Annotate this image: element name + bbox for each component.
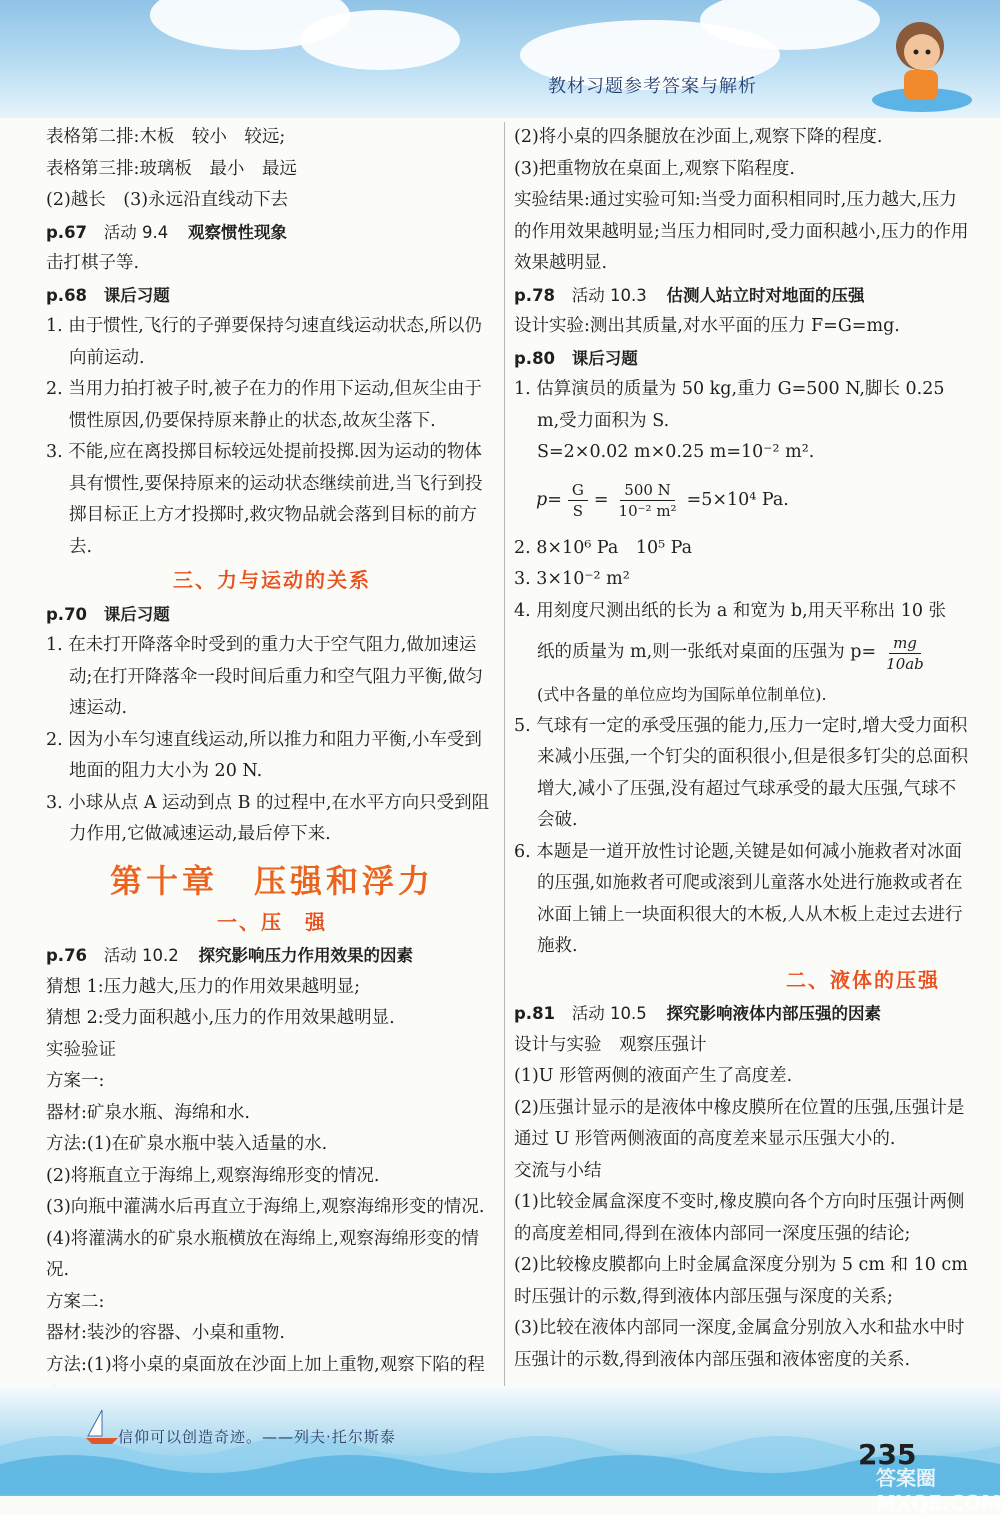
text-line: (2)将小桌的四条腿放在沙面上,观察下降的程度. — [514, 127, 883, 147]
page-ref: p.81 — [514, 1004, 556, 1023]
text-line: (3)比较在液体内部同一深度,金属盒分别放入水和盐水中时压强计的示数,得到液体内部压强和液体密度的关系. — [514, 1318, 965, 1370]
right-column — [514, 122, 970, 1376]
fraction-mg-over-10ab — [882, 633, 928, 674]
answer-item: 3. 不能,应在离投掷目标较远处提前投掷.因为运动的物体具有惯性,要保持原来的运动状态继续前进,当飞行到投掷目标正上方才投掷时,救灾物品就会落到目标的前方去. — [46, 442, 483, 557]
answer-item: 4. 用刻度尺测出纸的长为 a 和宽为 b,用天平称出 10 张 — [514, 600, 947, 621]
text-line: 猜想 1:压力越大,压力的作用效果越明显; — [46, 976, 361, 997]
section-title: 一、压 强 — [217, 909, 327, 934]
answer-text: 纸的质量为 m,则一张纸对桌面的压强为 p= — [537, 642, 877, 663]
answer-item: 1. 估算演员的质量为 50 kg,重力 G=500 N,脚长 0.25 m,受力面积为 S. — [514, 379, 945, 431]
pressure-formula — [514, 469, 970, 533]
text-line: 方案一: — [46, 1071, 105, 1091]
exercise-heading-p70 — [46, 599, 498, 631]
formula-line: S=2×0.02 m×0.25 m=10⁻² m². — [537, 442, 815, 462]
exercise-title: 课后习题 — [571, 348, 638, 368]
section-title: 二、液体的压强 — [786, 967, 940, 992]
fraction-g-over-s — [568, 480, 588, 521]
activity-heading-p81 — [514, 998, 970, 1030]
text-line: 器材:装沙的容器、小桌和重物. — [46, 1323, 285, 1343]
answer-item: 5. 气球有一定的承受压强的能力,压力一定时,增大受力面积来减小压强,一个钉尖的面积很小,但是很多钉尖的总面积增大,减小了压强,没有超过气球承受的最大压强,气球不会破. — [514, 715, 969, 830]
chapter-title: 第十章 压强和浮力 — [109, 861, 434, 900]
text-line: 方法:(1)在矿泉水瓶中装入适量的水. — [46, 1134, 328, 1154]
activity-number: 活动 10.3 — [571, 285, 647, 305]
formula-lhs: p= — [536, 489, 562, 510]
activity-title: 观察惯性现象 — [188, 222, 287, 242]
fraction-denominator: 10ab — [886, 654, 924, 673]
text-line: 设计实验:测出其质量,对水平面的压力 F=G=mg. — [514, 316, 900, 336]
fraction-numerator: 500 N — [620, 480, 675, 501]
column-divider — [504, 122, 505, 1392]
activity-title: 探究影响液体内部压强的因素 — [666, 1004, 881, 1023]
page-ref: p.67 — [46, 222, 88, 242]
mascot-illustration — [860, 8, 980, 116]
exercise-title: 课后习题 — [103, 285, 170, 305]
text-line: (3)向瓶中灌满水后再直立于海绵上,观察海绵形变的情况. — [46, 1197, 485, 1217]
text-line: (式中各量的单位应均为国际单位制单位). — [537, 685, 827, 704]
text-line: 设计与实验 观察压强计 — [514, 1034, 707, 1055]
watermark-text: 答案圈 MXQE.COM — [876, 1466, 1001, 1515]
section-title: 三、力与运动的关系 — [173, 568, 371, 592]
text-line: 击打棋子等. — [46, 253, 140, 273]
fraction-numerator: G — [568, 480, 588, 501]
page-number: 235 — [858, 1438, 917, 1471]
text-line: 交流与小结 — [514, 1160, 602, 1181]
exercise-title: 课后习题 — [103, 604, 170, 624]
activity-number: 活动 10.5 — [571, 1004, 647, 1023]
answer-item: 2. 因为小车匀速直线运动,所以推力和阻力平衡,小车受到地面的阻力大小为 20 N. — [46, 729, 482, 781]
fraction-denominator: S — [572, 502, 583, 520]
activity-number: 活动 9.4 — [103, 222, 169, 242]
fraction-numerator: mg — [889, 633, 921, 654]
text-line: (1)比较金属盒深度不变时,橡皮膜向各个方向时压强计两侧的高度差相同,得到在液体内部同一深度压强的结论; — [514, 1192, 965, 1244]
page-ref: p.68 — [46, 285, 88, 305]
answer-item: 1. 在未打开降落伞时受到的重力大于空气阻力,做加速运动;在打开降落伞一段时间后重力和空气阻力平衡,做匀速运动. — [46, 635, 483, 718]
answer-item-formula — [514, 627, 970, 679]
activity-number: 活动 10.2 — [103, 946, 179, 965]
text-line: 器材:矿泉水瓶、海绵和水. — [46, 1102, 250, 1123]
text-line: 表格第三排:玻璃板 最小 最远 — [46, 158, 297, 179]
answer-item: 2. 8×10⁶ Pa 10⁵ Pa — [514, 537, 693, 558]
formula-equals: = — [593, 489, 609, 510]
text-line: 猜想 2:受力面积越小,压力的作用效果越明显. — [46, 1008, 395, 1028]
exercise-heading-p68 — [46, 280, 498, 312]
text-line: (2)压强计显示的是液体中橡皮膜所在位置的压强,压强计是通过 U 形管两侧液面的高度差来显示压强大小的. — [514, 1097, 965, 1149]
left-column — [46, 122, 498, 1413]
page-ref: p.76 — [46, 946, 88, 965]
answer-item: 3. 3×10⁻² m² — [514, 569, 630, 589]
exercise-heading-p80 — [514, 343, 970, 375]
page-ref: p.70 — [46, 604, 88, 624]
text-line: 表格第二排:木板 较小 较远; — [46, 127, 286, 147]
page-ref: p.80 — [514, 348, 556, 368]
page-ref: p.78 — [514, 285, 556, 305]
activity-title: 探究影响压力作用效果的因素 — [198, 946, 413, 965]
text-line: (3)把重物放在桌面上,观察下陷程度. — [514, 158, 795, 179]
text-line: 实验验证 — [46, 1039, 116, 1060]
text-line: (2)将瓶直立于海绵上,观察海绵形变的情况. — [46, 1165, 380, 1186]
answer-item: 3. 小球从点 A 运动到点 B 的过程中,在水平方向只受到阻力作用,它做减速运动,最后停下来. — [46, 792, 490, 844]
sailboat-icon — [82, 1406, 122, 1446]
header-title: 教材习题参考答案与解析 — [548, 76, 757, 97]
fraction-values — [615, 480, 681, 521]
text-line: 方案二: — [46, 1291, 105, 1312]
answer-item: 6. 本题是一道开放性讨论题,关键是如何减小施救者对冰面的压强,如施救者可爬或滚到儿童落水处进行施救或者在冰面上铺上一块面积很大的木板,人从木板上走过去进行施救. — [514, 841, 963, 956]
activity-title: 估测人站立时对地面的压强 — [666, 285, 865, 305]
text-line: (4)将灌满水的矿泉水瓶横放在海绵上,观察海绵形变的情况. — [46, 1228, 479, 1280]
page-footer — [0, 1386, 1001, 1515]
activity-heading-p78 — [514, 280, 970, 312]
text-line: 方法:(1)将小桌的桌面放在沙面上加上重物,观察下陷的程 — [46, 1354, 485, 1375]
formula-result: =5×10⁴ Pa. — [686, 489, 789, 510]
fraction-denominator: 10⁻² m² — [618, 502, 677, 520]
answer-item: 1. 由于惯性,飞行的子弹要保持匀速直线运动状态,所以仍向前运动. — [46, 316, 482, 368]
text-line: (2)比较橡皮膜都向上时金属盒深度分别为 5 cm 和 10 cm时压强计的示数,得到液体内部压强与深度的关系; — [514, 1255, 968, 1307]
text-line: (2)越长 (3)永远沿直线动下去 — [46, 190, 289, 210]
activity-heading-p67 — [46, 217, 498, 249]
footer-quote: 信仰可以创造奇迹。——列夫·托尔斯泰 — [118, 1428, 396, 1446]
activity-heading-p76 — [46, 940, 498, 972]
text-line: 实验结果:通过实验可知:当受力面积相同时,压力越大,压力的作用效果越明显;当压力相同时,受力面积越小,压力的作用效果越明显. — [514, 190, 969, 273]
text-line: (1)U 形管两侧的液面产生了高度差. — [514, 1066, 793, 1086]
answer-item: 2. 当用力拍打被子时,被子在力的作用下运动,但灰尘由于惯性原因,仍要保持原来静止的状态,故灰尘落下. — [46, 379, 482, 431]
page-header — [0, 0, 1000, 118]
